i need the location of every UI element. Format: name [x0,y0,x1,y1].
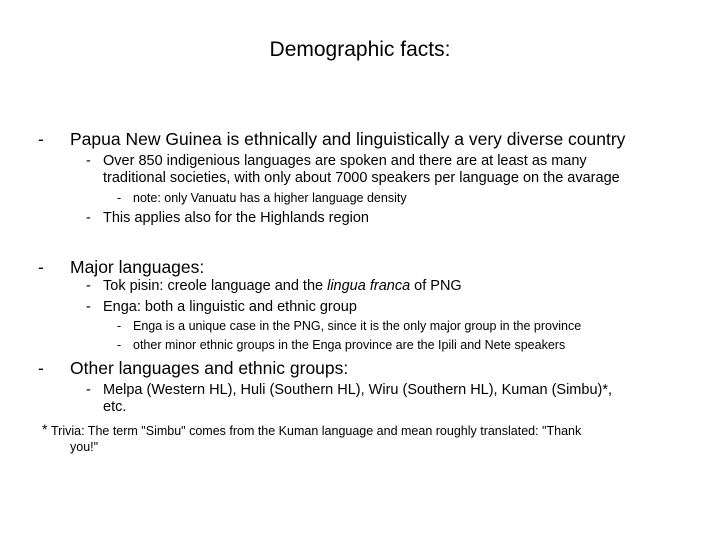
bullet-dash: - [86,210,91,226]
bullet-dash: - [117,319,122,333]
list-item-line [103,278,462,295]
sub-note: Enga is a unique case in the PNG, since it is the only major group in the province [133,319,582,333]
bullet-dash: - [38,358,44,378]
list-item-line: Enga: both a linguistic and ethnic group [103,299,357,315]
slide-title: Demographic facts: [269,38,451,61]
trivia-text: Trivia: The term "Simbu" comes from the Kuman language and mean roughly translated: "Thank [51,424,582,438]
item-text-italic: lingua franca [327,278,411,294]
bullet-dash: - [38,129,44,149]
bullet-dash: - [86,382,91,398]
bullet-dash: - [86,153,91,169]
bullet-dash: - [117,191,122,205]
list-item-line: This applies also for the Highlands region [103,210,369,226]
list-item-line: traditional societies, with only about 7000 speakers per language on the avarage [103,170,620,186]
list-item-line: etc. [103,399,127,415]
section-heading: Papua New Guinea is ethnically and linguistically a very diverse country [70,129,626,149]
list-item-line: Over 850 indigenious languages are spoken and there are at least as many [103,153,587,169]
list-item-line: Melpa (Western HL), Huli (Southern HL), Wiru (Southern HL), Kuman (Simbu)*, [103,382,613,398]
bullet-dash: - [86,299,91,315]
bullet-dash: - [86,278,91,294]
bullet-dash: - [117,338,122,352]
sub-note: note: only Vanuatu has a higher language density [133,191,407,205]
footnote-marker: * [42,421,48,437]
section-heading: Major languages: [70,257,205,277]
bullet-dash: - [38,257,44,277]
section-heading: Other languages and ethnic groups: [70,358,349,378]
item-text: Tok pisin: creole language and the [103,278,328,294]
sub-note: other minor ethnic groups in the Enga province are the Ipili and Nete speakers [133,338,566,352]
trivia-text: you!" [70,440,99,454]
item-text: of PNG [410,278,462,294]
